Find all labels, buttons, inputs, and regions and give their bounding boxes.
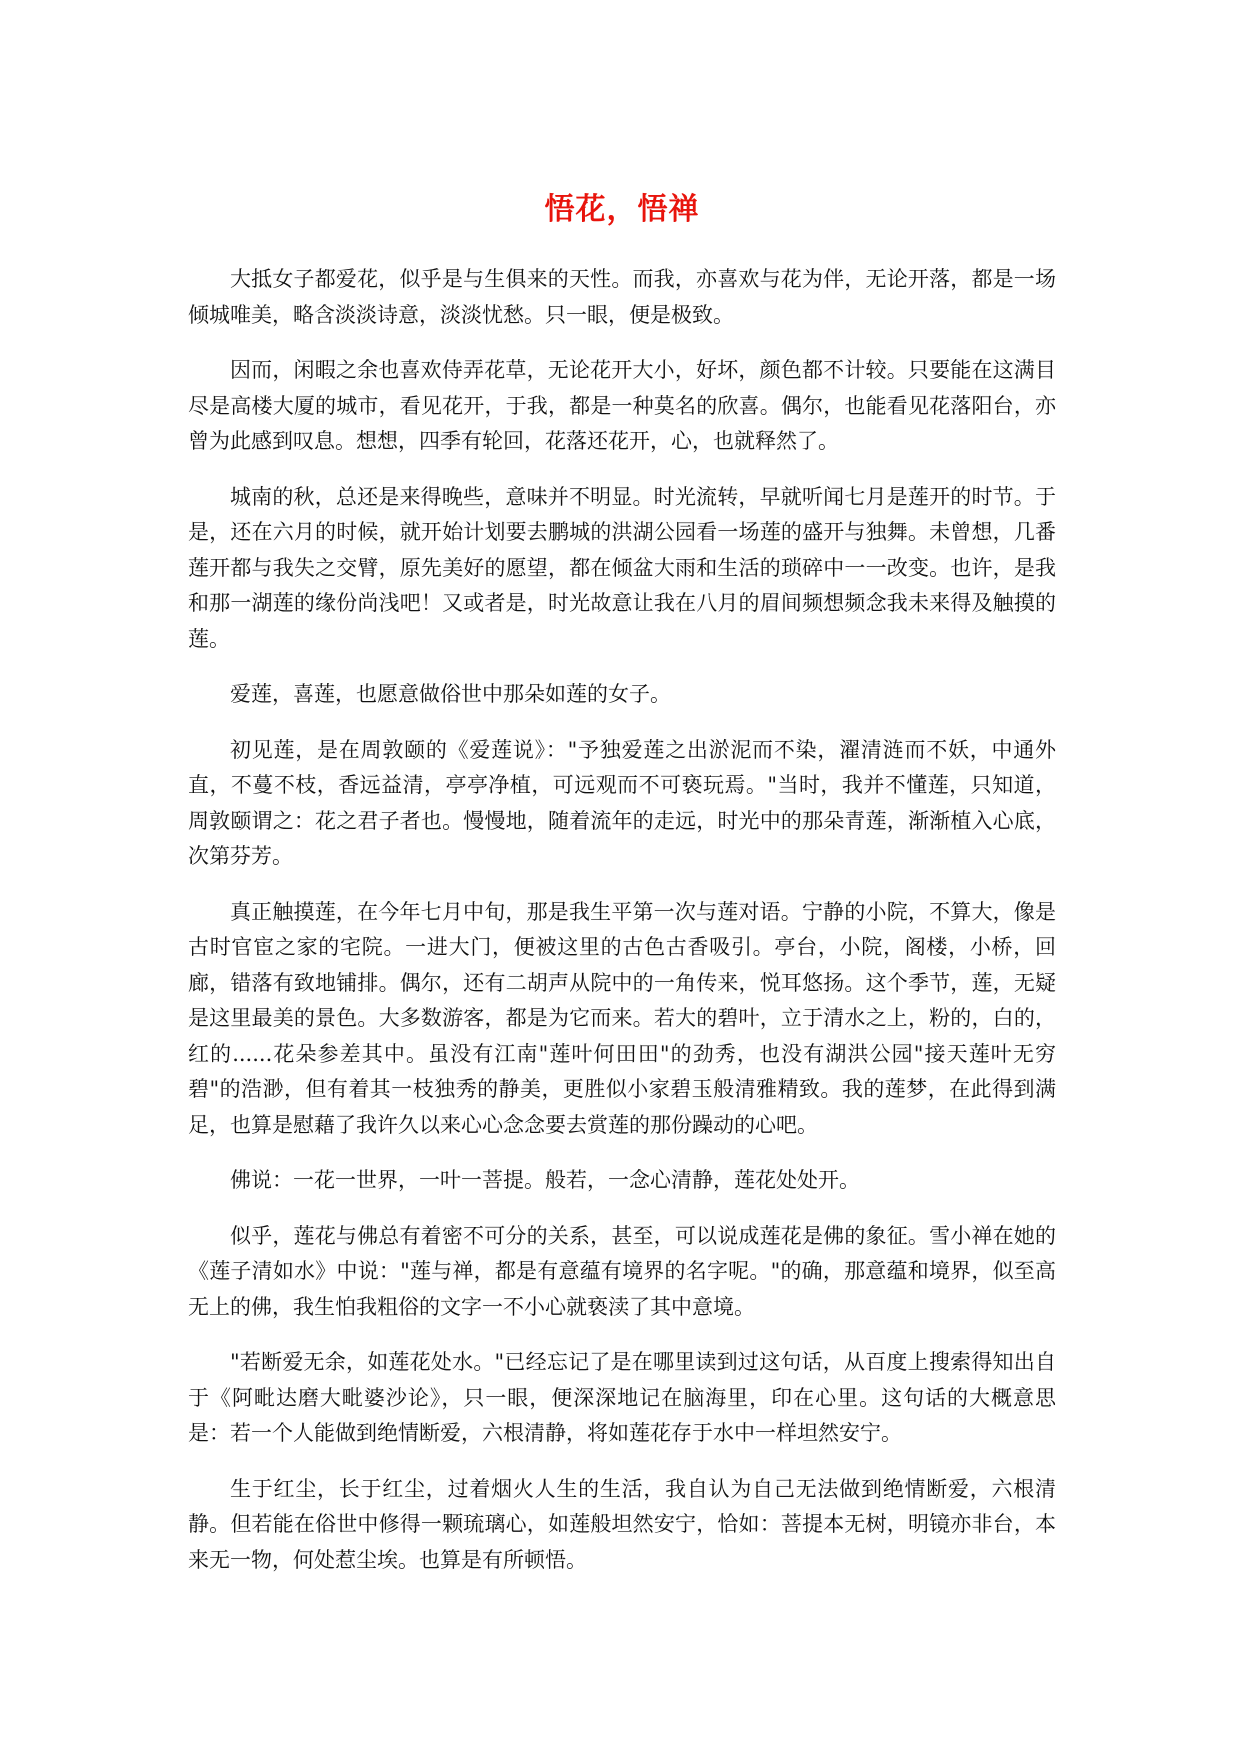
paragraph: 城南的秋，总还是来得晚些，意味并不明显。时光流转，早就听闻七月是莲开的时节。于是，还在六月的时候，就开始计划要去鹏城的洪湖公园看一场莲的盛开与独舞。未曾想，几番莲开都与我失之交臂，原先美好的愿望，都在倾盆大雨和生活的琐碎中一一改变。也许，是我和那一湖莲的缘份尚浅吧！又或者是，时光故意让我在八月的眉间频想频念我未来得及触摸的莲。 [188, 484, 1056, 651]
paragraph: 似乎，莲花与佛总有着密不可分的关系，甚至，可以说成莲花是佛的象征。雪小禅在她的《莲子清如水》中说："莲与禅，都是有意蕴有境界的名字呢。"的确，那意蕴和境界，似至高无上的佛，我生怕我粗俗的文字一不小心就亵渎了其中意境。 [188, 1223, 1056, 1319]
paragraph: 大抵女子都爱花，似乎是与生俱来的天性。而我，亦喜欢与花为伴，无论开落，都是一场倾城唯美，略含淡淡诗意，淡淡忧愁。只一眼，便是极致。 [188, 267, 1056, 327]
paragraph: "若断爱无余，如莲花处水。"已经忘记了是在哪里读到过这句话，从百度上搜索得知出自于《阿毗达磨大毗婆沙论》，只一眼，便深深地记在脑海里，印在心里。这句话的大概意思是：若一个人能做到绝情断爱，六根清静，将如莲花存于水中一样坦然安宁。 [188, 1350, 1056, 1445]
paragraph: 佛说：一花一世界，一叶一菩提。般若，一念心清静，莲花处处开。 [230, 1168, 860, 1192]
document-body [188, 262, 1056, 1578]
paragraph: 真正触摸莲，在今年七月中旬，那是我生平第一次与莲对语。宁静的小院，不算大，像是古时官宦之家的宅院。一进大门，便被这里的古色古香吸引。亭台，小院，阁楼，小桥，回廊，错落有致地铺排。偶尔，还有二胡声从院中的一角传来，悦耳悠扬。这个季节，莲，无疑是这里最美的景色。大多数游客，都是为它而来。若大的碧叶，立于清水之上，粉的，白的，红的......花朵参差其中。虽没有江南"莲叶何田田"的劲秀，也没有湖洪公园"接天莲叶无穷碧"的浩渺，但有着其一枝独秀的静美，更胜似小家碧玉般清雅精致。我的莲梦，在此得到满足，也算是慰藉了我许久以来心心念念要去赏莲的那份躁动的心吧。 [188, 899, 1056, 1137]
paragraph: 生于红尘，长于红尘，过着烟火人生的生活，我自认为自己无法做到绝情断爱，六根清静。但若能在俗世中修得一颗琉璃心，如莲般坦然安宁，恰如：菩提本无树，明镜亦非台，本来无一物，何处惹尘埃。也算是有所顿悟。 [188, 1476, 1056, 1572]
document-page [188, 188, 1056, 1598]
paragraph: 初见莲，是在周敦颐的《爱莲说》："予独爱莲之出淤泥而不染，濯清涟而不妖，中通外直，不蔓不枝，香远益清，亭亭净植，可远观而不可亵玩焉。"当时，我并不懂莲，只知道，周敦颐谓之：花之君子者也。慢慢地，随着流年的走远，时光中的那朵青莲，渐渐植入心底，次第芬芳。 [188, 737, 1056, 868]
document-title: 悟花，悟禅 [544, 192, 700, 227]
paragraph: 爱莲，喜莲，也愿意做俗世中那朵如莲的女子。 [230, 682, 671, 706]
paragraph: 因而，闲暇之余也喜欢侍弄花草，无论花开大小，好坏，颜色都不计较。只要能在这满目尽是高楼大厦的城市，看见花开，于我，都是一种莫名的欣喜。偶尔，也能看见花落阳台，亦曾为此感到叹息。想想，四季有轮回，花落还花开，心，也就释然了。 [188, 358, 1056, 453]
